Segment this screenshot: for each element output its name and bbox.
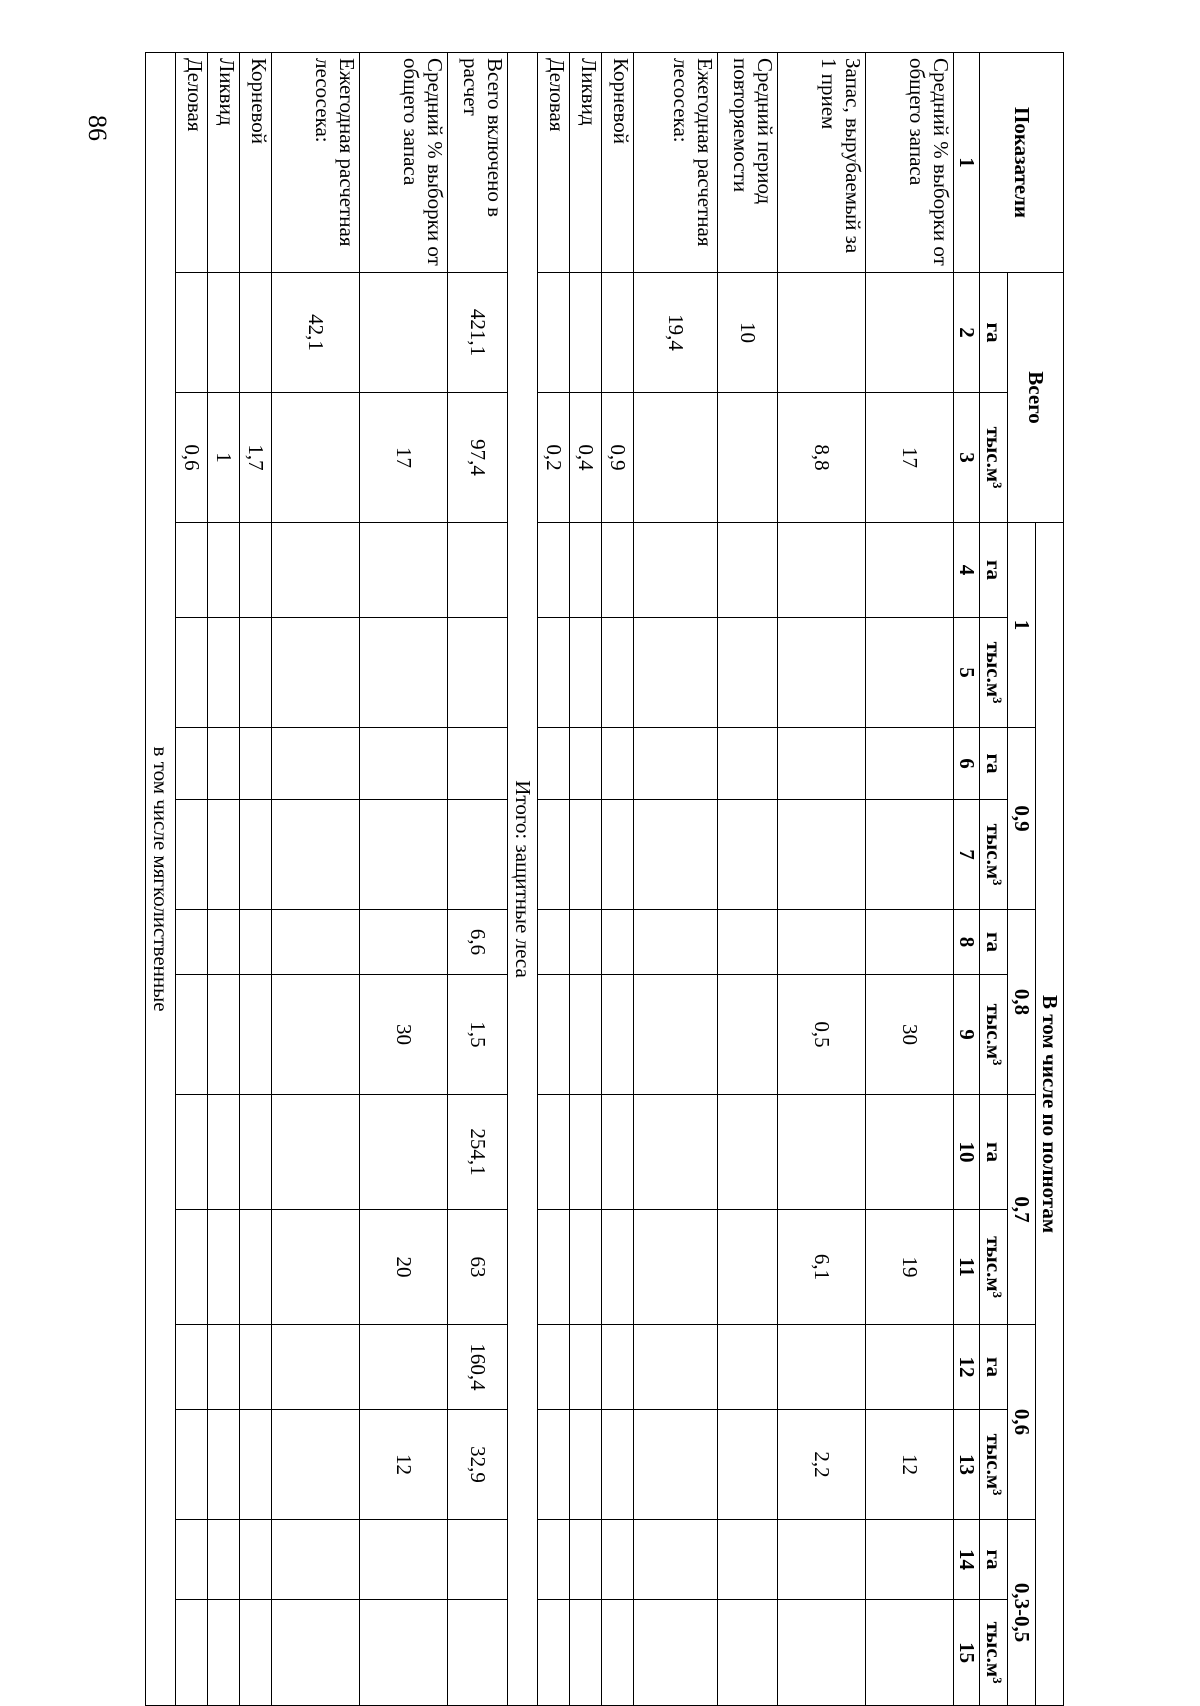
table-cell <box>570 1325 602 1410</box>
table-cell <box>866 1325 954 1410</box>
table-cell <box>866 618 954 728</box>
table-cell <box>866 1095 954 1210</box>
table-cell <box>602 1600 634 1706</box>
table-cell <box>718 910 778 975</box>
table-cell <box>538 910 570 975</box>
table-cell <box>538 1210 570 1325</box>
header-by-density: В том числе по полнотам <box>1036 523 1064 1706</box>
table-cell <box>272 393 360 523</box>
table-cell <box>602 1410 634 1520</box>
table-cell <box>176 1095 208 1210</box>
table-cell <box>538 523 570 618</box>
table-cell: 2,2 <box>778 1410 866 1520</box>
header-density-1: 1 <box>1008 523 1036 728</box>
table-cell <box>570 523 602 618</box>
table-cell <box>778 273 866 393</box>
table-cell <box>538 800 570 910</box>
table-cell: 30 <box>866 975 954 1095</box>
table-cell <box>778 1600 866 1706</box>
rotated-table-frame <box>148 52 1064 1684</box>
column-number: 7 <box>954 800 980 910</box>
table-cell <box>602 273 634 393</box>
header-indicator: Показатели <box>980 53 1064 273</box>
header-unit-ha: га <box>980 523 1008 618</box>
table-cell: 8,8 <box>778 393 866 523</box>
table-cell: 0,6 <box>176 393 208 523</box>
table-cell <box>538 975 570 1095</box>
table-cell <box>602 910 634 975</box>
table-cell <box>570 728 602 800</box>
page-number: 86 <box>83 115 112 141</box>
row-label: Ликвид <box>208 53 240 273</box>
table-cell: 0,2 <box>538 393 570 523</box>
table-cell <box>570 1095 602 1210</box>
table-cell: 19 <box>866 1210 954 1325</box>
table-cell <box>272 800 360 910</box>
row-label: Деловая <box>538 53 570 273</box>
header-density-2: 0,9 <box>1008 728 1036 910</box>
table-cell: 0,9 <box>602 393 634 523</box>
table-cell <box>602 523 634 618</box>
table-cell: 1 <box>208 393 240 523</box>
header-unit-ha: га <box>980 1095 1008 1210</box>
table-cell <box>634 728 718 800</box>
table-row <box>570 53 602 1706</box>
table-cell <box>570 910 602 975</box>
table-cell <box>240 618 272 728</box>
table-cell <box>866 800 954 910</box>
table-cell <box>208 1600 240 1706</box>
table-cell <box>208 800 240 910</box>
table-cell <box>778 618 866 728</box>
table-cell <box>360 910 448 975</box>
header-unit-volume: тыс.м³ <box>980 393 1008 523</box>
table-row <box>240 53 272 1706</box>
table-cell: 1,7 <box>240 393 272 523</box>
table-cell <box>360 618 448 728</box>
table-cell <box>176 523 208 618</box>
row-label: Всего включено в расчет <box>448 53 508 273</box>
table-cell: 10 <box>718 273 778 393</box>
table-cell <box>602 728 634 800</box>
table-cell <box>602 1210 634 1325</box>
table-cell <box>602 618 634 728</box>
column-number: 4 <box>954 523 980 618</box>
table-row <box>718 53 778 1706</box>
table-cell <box>208 1410 240 1520</box>
table-cell <box>240 523 272 618</box>
table-cell <box>778 1520 866 1600</box>
header-unit-volume: тыс.м³ <box>980 800 1008 910</box>
forest-cutting-table <box>145 52 1064 1706</box>
column-number: 15 <box>954 1600 980 1706</box>
table-cell <box>272 1095 360 1210</box>
table-cell <box>538 728 570 800</box>
table-cell <box>718 975 778 1095</box>
table-cell: 1,5 <box>448 975 508 1095</box>
table-cell <box>176 1520 208 1600</box>
header-density-3: 0,8 <box>1008 910 1036 1095</box>
table-cell <box>240 273 272 393</box>
table-cell <box>240 975 272 1095</box>
table-cell: 254,1 <box>448 1095 508 1210</box>
table-cell <box>538 1520 570 1600</box>
table-cell <box>866 910 954 975</box>
table-cell: 63 <box>448 1210 508 1325</box>
table-cell <box>208 523 240 618</box>
table-cell <box>240 910 272 975</box>
table-cell: 30 <box>360 975 448 1095</box>
header-unit-ha: га <box>980 1325 1008 1410</box>
table-cell <box>208 910 240 975</box>
table-cell: 0,4 <box>570 393 602 523</box>
table-cell <box>602 1095 634 1210</box>
table-cell <box>176 1410 208 1520</box>
table-cell <box>272 975 360 1095</box>
column-number: 12 <box>954 1325 980 1410</box>
table-row <box>448 53 508 1706</box>
table-cell <box>240 1325 272 1410</box>
header-density-4: 0,7 <box>1008 1095 1036 1325</box>
header-unit-volume: тыс.м³ <box>980 1410 1008 1520</box>
table-cell <box>634 910 718 975</box>
table-cell <box>778 728 866 800</box>
table-cell: 160,4 <box>448 1325 508 1410</box>
row-label: Средний период повторяемости <box>718 53 778 273</box>
table-cell <box>570 273 602 393</box>
table-cell: 12 <box>866 1410 954 1520</box>
column-number: 6 <box>954 728 980 800</box>
column-number: 1 <box>954 53 980 273</box>
row-label: Ликвид <box>570 53 602 273</box>
table-cell <box>208 1520 240 1600</box>
table-cell <box>718 800 778 910</box>
table-cell <box>240 1520 272 1600</box>
table-cell <box>866 1520 954 1600</box>
column-number: 10 <box>954 1095 980 1210</box>
column-number: 8 <box>954 910 980 975</box>
table-row <box>866 53 954 1706</box>
table-cell <box>570 975 602 1095</box>
table-cell <box>272 1520 360 1600</box>
table-cell <box>538 1325 570 1410</box>
table-cell <box>176 910 208 975</box>
table-cell <box>570 1520 602 1600</box>
column-number: 13 <box>954 1410 980 1520</box>
table-cell <box>272 728 360 800</box>
header-unit-ha: га <box>980 728 1008 800</box>
table-cell <box>240 1095 272 1210</box>
table-cell: 0,5 <box>778 975 866 1095</box>
rotated-table-container <box>148 52 1064 1684</box>
table-cell <box>570 800 602 910</box>
table-cell <box>360 1600 448 1706</box>
table-cell <box>176 1210 208 1325</box>
table-cell <box>208 1325 240 1410</box>
section-total-protective: Итого: защитные леса <box>508 53 538 1706</box>
header-unit-volume: тыс.м³ <box>980 1210 1008 1325</box>
table-cell <box>778 910 866 975</box>
table-cell <box>176 728 208 800</box>
section-soft-leaved-row <box>146 53 176 1706</box>
row-label: Ежегодная расчетная лесосека: <box>634 53 718 273</box>
table-cell: 32,9 <box>448 1410 508 1520</box>
table-row <box>272 53 360 1706</box>
table-cell <box>360 523 448 618</box>
table-cell <box>570 618 602 728</box>
table-cell <box>448 728 508 800</box>
table-cell <box>176 1600 208 1706</box>
table-cell: 17 <box>866 393 954 523</box>
header-total: Всего <box>1008 273 1064 523</box>
table-cell <box>570 1600 602 1706</box>
table-cell <box>360 1520 448 1600</box>
table-cell <box>778 800 866 910</box>
table-cell <box>538 1095 570 1210</box>
table-cell <box>240 1600 272 1706</box>
table-cell <box>718 523 778 618</box>
table-cell <box>718 393 778 523</box>
table-cell <box>570 1210 602 1325</box>
table-cell: 421,1 <box>448 273 508 393</box>
table-cell <box>448 1600 508 1706</box>
row-label: Ежегодная расчетная лесосека: <box>272 53 360 273</box>
table-cell <box>866 523 954 618</box>
column-number: 14 <box>954 1520 980 1600</box>
table-cell <box>538 1410 570 1520</box>
table-cell: 6,1 <box>778 1210 866 1325</box>
table-cell <box>360 800 448 910</box>
table-row <box>634 53 718 1706</box>
table-cell: 42,1 <box>272 273 360 393</box>
table-cell: 19,4 <box>634 273 718 393</box>
table-cell <box>272 1325 360 1410</box>
header-unit-ha: га <box>980 1520 1008 1600</box>
table-cell <box>718 618 778 728</box>
table-cell <box>272 1210 360 1325</box>
table-cell <box>634 1095 718 1210</box>
table-cell <box>866 1600 954 1706</box>
table-cell: 20 <box>360 1210 448 1325</box>
table-cell <box>866 728 954 800</box>
header-unit-volume: тыс.м³ <box>980 618 1008 728</box>
table-cell <box>718 1095 778 1210</box>
column-number: 3 <box>954 393 980 523</box>
table-row <box>208 53 240 1706</box>
table-cell <box>176 1325 208 1410</box>
table-cell <box>240 728 272 800</box>
table-row <box>360 53 448 1706</box>
header-density-5: 0,6 <box>1008 1325 1036 1520</box>
header-density-6: 0,3-0,5 <box>1008 1520 1036 1706</box>
table-cell <box>602 800 634 910</box>
table-cell: 17 <box>360 393 448 523</box>
table-cell <box>718 1600 778 1706</box>
table-cell <box>602 975 634 1095</box>
row-label: Корневой <box>240 53 272 273</box>
table-cell <box>208 975 240 1095</box>
column-number: 11 <box>954 1210 980 1325</box>
table-cell <box>538 273 570 393</box>
table-cell <box>602 1325 634 1410</box>
table-cell <box>240 1210 272 1325</box>
row-label: Запас, вырубаемый за 1 прием <box>778 53 866 273</box>
table-cell <box>718 1410 778 1520</box>
table-cell <box>634 393 718 523</box>
column-number: 5 <box>954 618 980 728</box>
table-cell <box>718 1325 778 1410</box>
table-cell <box>718 1520 778 1600</box>
header-unit-volume: тыс.м³ <box>980 1600 1008 1706</box>
table-cell <box>634 800 718 910</box>
table-cell <box>634 1410 718 1520</box>
table-cell <box>272 1600 360 1706</box>
table-cell <box>634 618 718 728</box>
row-label: Деловая <box>176 53 208 273</box>
table-cell <box>634 1520 718 1600</box>
table-cell: 12 <box>360 1410 448 1520</box>
table-cell <box>176 800 208 910</box>
table-cell <box>176 273 208 393</box>
table-cell <box>240 1410 272 1520</box>
section-soft-leaved: в том числе мягколиственные <box>146 53 176 1706</box>
table-cell <box>208 618 240 728</box>
table-cell <box>778 523 866 618</box>
table-cell <box>272 618 360 728</box>
table-cell <box>176 975 208 1095</box>
column-number: 2 <box>954 273 980 393</box>
table-cell <box>718 728 778 800</box>
row-label: Средний % выборки от общего запаса <box>360 53 448 273</box>
column-number: 9 <box>954 975 980 1095</box>
table-cell <box>778 1095 866 1210</box>
table-cell <box>448 800 508 910</box>
header-unit-volume: тыс.м³ <box>980 975 1008 1095</box>
table-cell: 97,4 <box>448 393 508 523</box>
table-cell <box>448 1520 508 1600</box>
table-cell <box>538 1600 570 1706</box>
table-cell <box>208 1210 240 1325</box>
table-cell <box>602 1520 634 1600</box>
table-cell <box>866 273 954 393</box>
table-cell <box>634 1210 718 1325</box>
table-cell <box>360 728 448 800</box>
table-cell: 6,6 <box>448 910 508 975</box>
table-cell <box>538 618 570 728</box>
table-cell <box>634 523 718 618</box>
table-cell <box>208 728 240 800</box>
header-unit-ha: га <box>980 273 1008 393</box>
table-cell <box>778 1325 866 1410</box>
section-total-protective-row <box>508 53 538 1706</box>
table-cell <box>360 1095 448 1210</box>
table-cell <box>634 1600 718 1706</box>
row-label: Корневой <box>602 53 634 273</box>
table-cell <box>718 1210 778 1325</box>
header-unit-ha: га <box>980 910 1008 975</box>
table-cell <box>360 1325 448 1410</box>
table-cell <box>208 1095 240 1210</box>
table-row <box>176 53 208 1706</box>
table-row <box>538 53 570 1706</box>
table-cell <box>176 618 208 728</box>
table-cell <box>208 273 240 393</box>
row-label: Средний % выборки от общего запаса <box>866 53 954 273</box>
table-cell <box>272 523 360 618</box>
table-cell <box>634 1325 718 1410</box>
table-cell <box>634 975 718 1095</box>
table-cell <box>360 273 448 393</box>
table-cell <box>448 618 508 728</box>
table-cell <box>448 523 508 618</box>
table-cell <box>272 1410 360 1520</box>
table-cell <box>240 800 272 910</box>
table-cell <box>272 910 360 975</box>
table-cell <box>570 1410 602 1520</box>
table-row <box>602 53 634 1706</box>
table-row <box>778 53 866 1706</box>
